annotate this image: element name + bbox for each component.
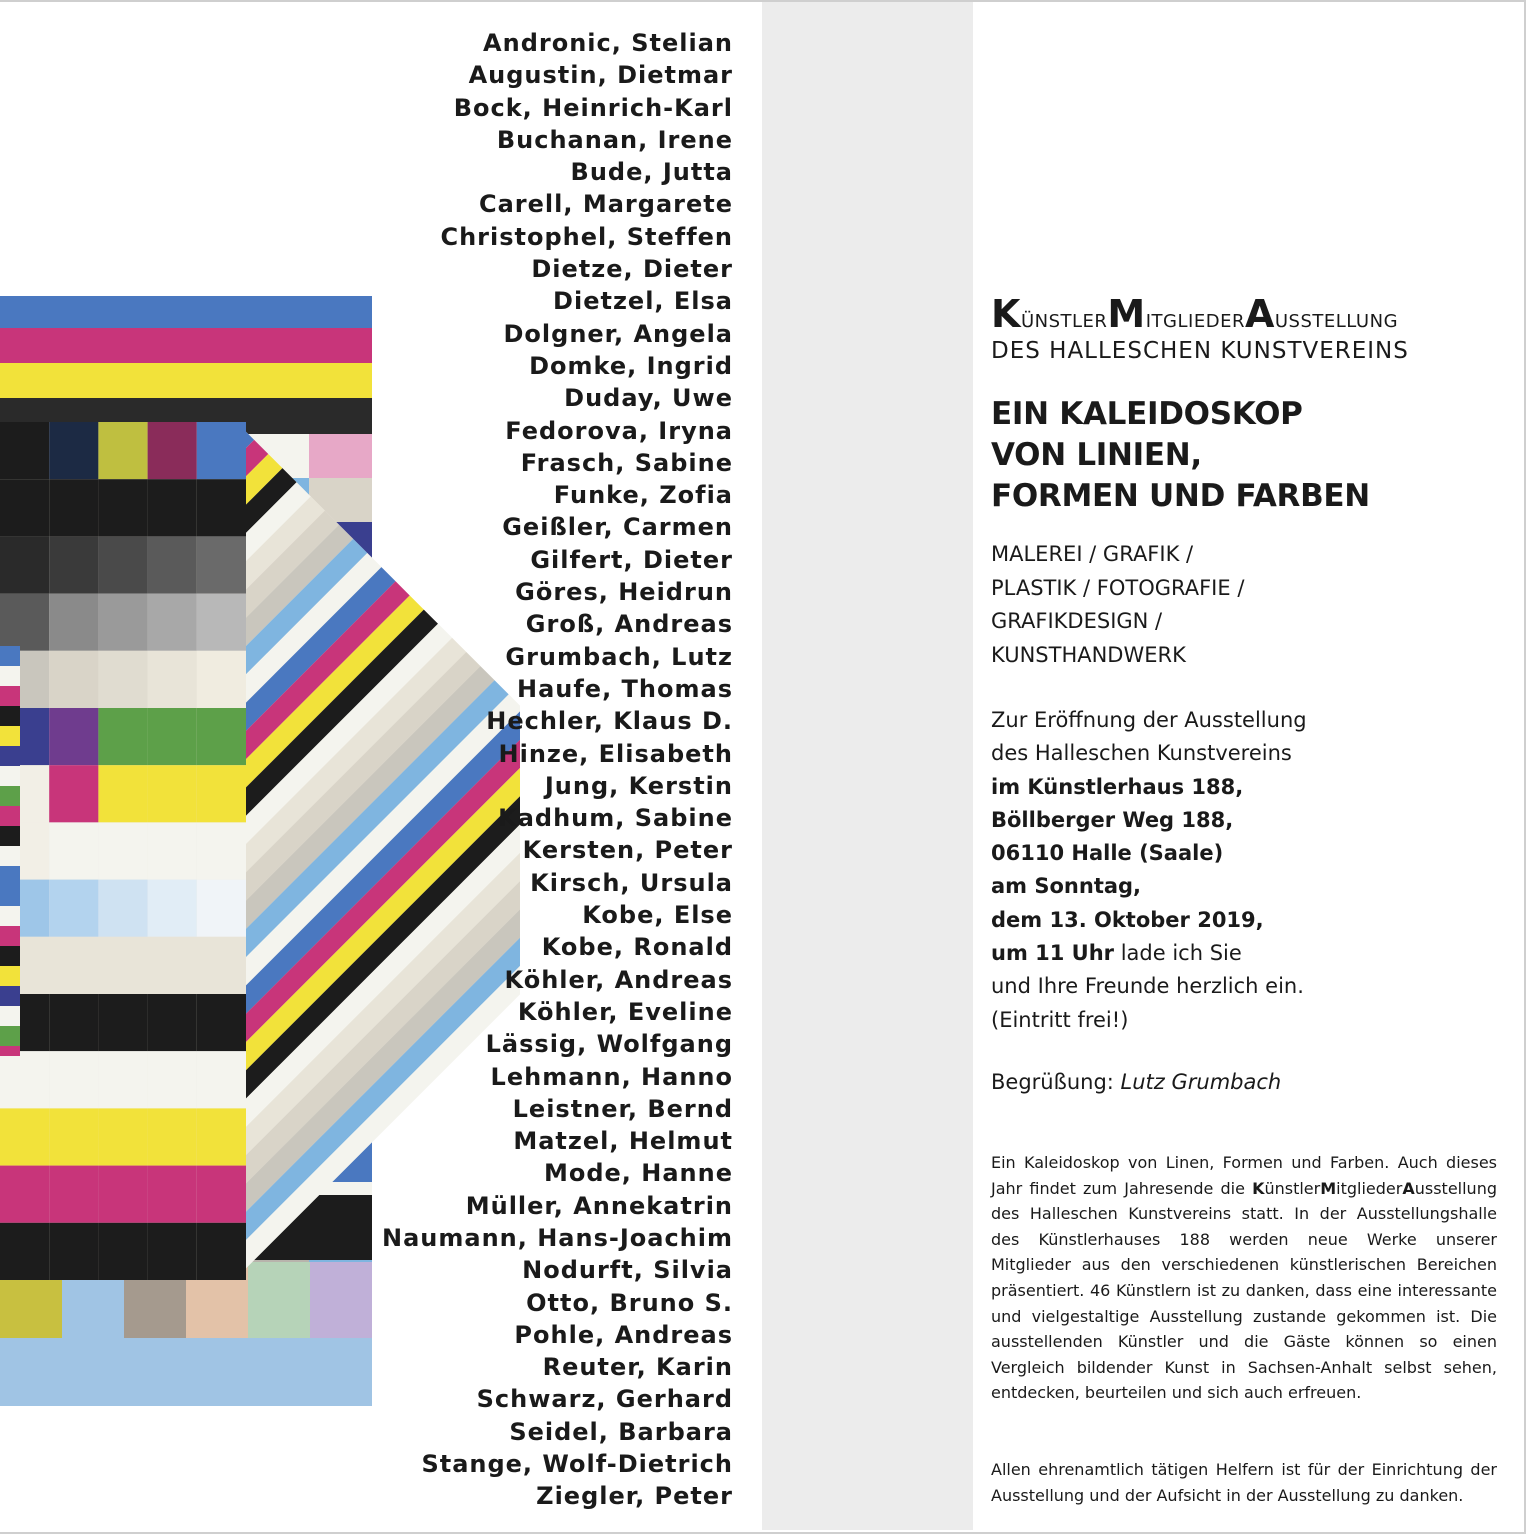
art-cell [0,1006,20,1026]
invite-line: des Halleschen Kunstvereins [991,741,1292,766]
art-cell [148,880,197,937]
art-cell [0,746,20,766]
art-cell [197,937,246,994]
art-cell [148,536,197,593]
art-cell [197,708,246,765]
genre-line: MALEREI / GRAFIK / [991,542,1194,566]
art-cell [0,479,49,536]
art-cell [197,765,246,822]
artist-name: Gilfert, Dieter [530,545,733,574]
art-cell [0,906,20,926]
artist-name: Carell, Margarete [479,190,733,219]
art-cell [49,594,98,651]
art-cell [197,536,246,593]
headline-line: FORMEN UND FARBEN [991,478,1370,514]
art-cell [148,708,197,765]
art-cell [197,1166,246,1223]
artist-name: Augustin, Dietmar [468,61,733,90]
exhibition-subtitle: DES HALLESCHEN KUNSTVEREINS [991,338,1409,364]
art-cell [0,1223,49,1280]
genre-list [991,538,1244,672]
artist-name: Geißler, Carmen [502,513,733,542]
art-cell [0,594,49,651]
art-cell [197,822,246,879]
invite-line-bold: am Sonntag, [991,874,1142,899]
invite-line-bold: Böllberger Weg 188, [991,807,1234,832]
art-cell [0,866,20,886]
art-cell [0,1166,49,1223]
art-cell [0,886,20,906]
artist-name: Bock, Heinrich-Karl [453,93,733,122]
artist-name: Bude, Jutta [570,158,733,187]
genre-line: PLASTIK / FOTOGRAFIE / [991,575,1245,600]
art-cell [309,434,372,478]
art-cell [197,1223,246,1280]
art-cell [0,926,20,946]
artist-name: Jung, Kerstin [544,771,733,800]
art-cell [148,1108,197,1165]
invite-line: um 11 Uhr lade ich Sie [991,941,1242,966]
artist-name: Pohle, Andreas [514,1320,733,1349]
artist-name: Ziegler, Peter [536,1482,733,1511]
art-cell [148,822,197,879]
art-cell [0,686,20,706]
art-cell [248,1262,310,1338]
artist-name: Otto, Bruno S. [526,1288,733,1317]
art-cell [197,422,246,479]
artist-list [380,27,733,1513]
artist-name: Lässig, Wolfgang [485,1030,733,1059]
invite-line: (Eintritt frei!) [991,1007,1129,1032]
art-cell [98,994,147,1051]
art-cell [197,1051,246,1108]
art-cell [49,937,98,994]
artist-name: Kadhum, Sabine [498,804,733,833]
art-cell [49,1223,98,1280]
description-paragraph: Ein Kaleidoskop von Linen, Formen und Farben. Auch dieses Jahr findet zum Jahresende die KünstlerMitgliederAusstellung des Halleschen Kunstvereins statt. In der Ausstellungshalle des Künstlerhauses 188 werden neue Werke unserer Mitglieder aus den verschiedenen künstlerischen Bereichen präsentiert. 46 Künstlern ist zu danken, dass eine interessante und vielgestaltige Ausstellung zustande gekommen ist. Die ausstellenden Künstler und die Gäste können so einen Vergleich bildender Kunst in Sachsen-Anhalt selbst sehen, entdecken, beurteilen und sich auch erfreuen. [991,1153,1497,1403]
exhibition-title: KünstlerMitgliederAusstellung [991,292,1399,336]
art-cell [0,1108,49,1165]
art-cell [148,937,197,994]
artist-name: Domke, Ingrid [529,351,733,380]
art-cell [98,1051,147,1108]
artist-name: Duday, Uwe [564,384,733,413]
art-cell [310,1262,372,1338]
art-cell [98,937,147,994]
art-cell [49,822,98,879]
genre-line: GRAFIKDESIGN / [991,609,1163,633]
greeting-name: Lutz Grumbach [1120,1070,1282,1094]
art-cell [49,1166,98,1223]
art-cell [98,1108,147,1165]
artist-name: Seidel, Barbara [509,1417,733,1446]
art-cell [148,765,197,822]
art-cell [197,594,246,651]
genre-line: KUNSTHANDWERK [991,642,1186,667]
artist-name: Köhler, Andreas [504,965,733,994]
art-cell [49,651,98,708]
headline-line: VON LINIEN, [991,437,1202,473]
art-cell [148,479,197,536]
art-cell [49,536,98,593]
art-cell [98,651,147,708]
artist-name: Christophel, Steffen [440,222,733,251]
art-cell [197,651,246,708]
art-cell [0,966,20,986]
art-cell [49,1051,98,1108]
art-cell [98,1223,147,1280]
art-cell [49,994,98,1051]
artist-name: Buchanan, Irene [496,125,733,154]
artist-name: Kersten, Peter [522,836,733,865]
invite-line: Zur Eröffnung der Ausstellung [991,708,1307,732]
fold-strip [762,2,973,1530]
art-cell [0,666,20,686]
art-cell [98,708,147,765]
art-cell [0,1026,20,1046]
invite-line-bold: im Künstlerhaus 188, [991,774,1244,799]
invite-line-bold: dem 13. Oktober 2019, [991,907,1264,932]
art-cell [98,594,147,651]
art-cell [0,826,20,846]
art-cell [0,726,20,746]
artist-name: Göres, Heidrun [515,578,733,607]
artist-name: Schwarz, Gerhard [476,1385,733,1414]
artist-name: Frasch, Sabine [520,448,733,477]
artist-name: Kobe, Else [582,901,733,930]
artist-name: Groß, Andreas [525,610,733,639]
artist-name: Leistner, Bernd [512,1094,733,1123]
art-cell [0,1051,49,1108]
artist-name: Matzel, Helmut [513,1127,733,1156]
artist-name: Hinze, Elisabeth [498,739,733,768]
artist-name: Nodurft, Silvia [522,1256,733,1285]
artist-name: Kirsch, Ursula [530,868,733,897]
artist-name: Hechler, Klaus D. [486,707,733,736]
art-cell [98,1166,147,1223]
art-cell [0,766,20,786]
artist-name: Dietzel, Elsa [553,287,733,316]
art-cell [148,1166,197,1223]
title-small-caps: ünstler [1020,304,1108,334]
artist-name: Kobe, Ronald [541,933,733,962]
art-cell [49,765,98,822]
art-cell [49,880,98,937]
art-cell [197,1108,246,1165]
art-cell [148,994,197,1051]
artist-name: Lehmann, Hanno [490,1062,733,1091]
artist-name: Fedorova, Iryna [505,416,733,445]
artist-name: Grumbach, Lutz [505,642,733,671]
greeting: Begrüßung: Lutz Grumbach [991,1070,1282,1094]
art-cell [0,846,20,866]
middle-panel [0,422,246,1280]
art-cell [148,651,197,708]
art-cell [0,536,49,593]
invitation-text [991,704,1307,1037]
thanks-paragraph: Allen ehrenamtlich tätigen Helfern ist für der Einrichtung der Ausstellung und der Aufsicht in der Ausstellung zu danken. [991,1460,1497,1505]
art-cell [98,880,147,937]
artist-name: Köhler, Eveline [517,997,733,1026]
art-cell [49,1108,98,1165]
art-cell [0,946,20,966]
art-cell [49,479,98,536]
art-cell [148,422,197,479]
artist-name: Naumann, Hans-Joachim [382,1223,733,1252]
art-cell [49,422,98,479]
art-cell [197,479,246,536]
art-cell [0,986,20,1006]
artist-name: Müller, Annekatrin [465,1191,733,1220]
art-cell [98,479,147,536]
invite-line-bold: 06110 Halle (Saale) [991,841,1224,866]
art-cell [0,786,20,806]
art-cell [0,422,49,479]
art-cell [148,594,197,651]
art-cell [197,994,246,1051]
art-cell [49,708,98,765]
art-cell [98,536,147,593]
art-cell [98,422,147,479]
artist-name: Haufe, Thomas [517,674,733,703]
artist-name: Stange, Wolf-Dietrich [421,1450,733,1479]
art-cell [148,1223,197,1280]
headline [991,394,1370,517]
art-cell [197,880,246,937]
art-cell [0,806,20,826]
artist-name: Funke, Zofia [553,481,733,510]
art-cell [98,765,147,822]
artist-name: Dietze, Dieter [531,255,733,284]
artist-name: Dolgner, Angela [503,319,733,348]
headline-line: EIN KALEIDOSKOP [991,396,1303,432]
art-cell [98,822,147,879]
art-cell [148,1051,197,1108]
artist-name: Reuter, Karin [542,1353,733,1382]
front-panel [0,646,20,1066]
art-cell [0,706,20,726]
art-cell [0,646,20,666]
artist-name: Mode, Hanne [543,1159,733,1188]
artist-name: Andronic, Stelian [483,29,733,57]
invite-line: und Ihre Freunde herzlich ein. [991,974,1304,999]
